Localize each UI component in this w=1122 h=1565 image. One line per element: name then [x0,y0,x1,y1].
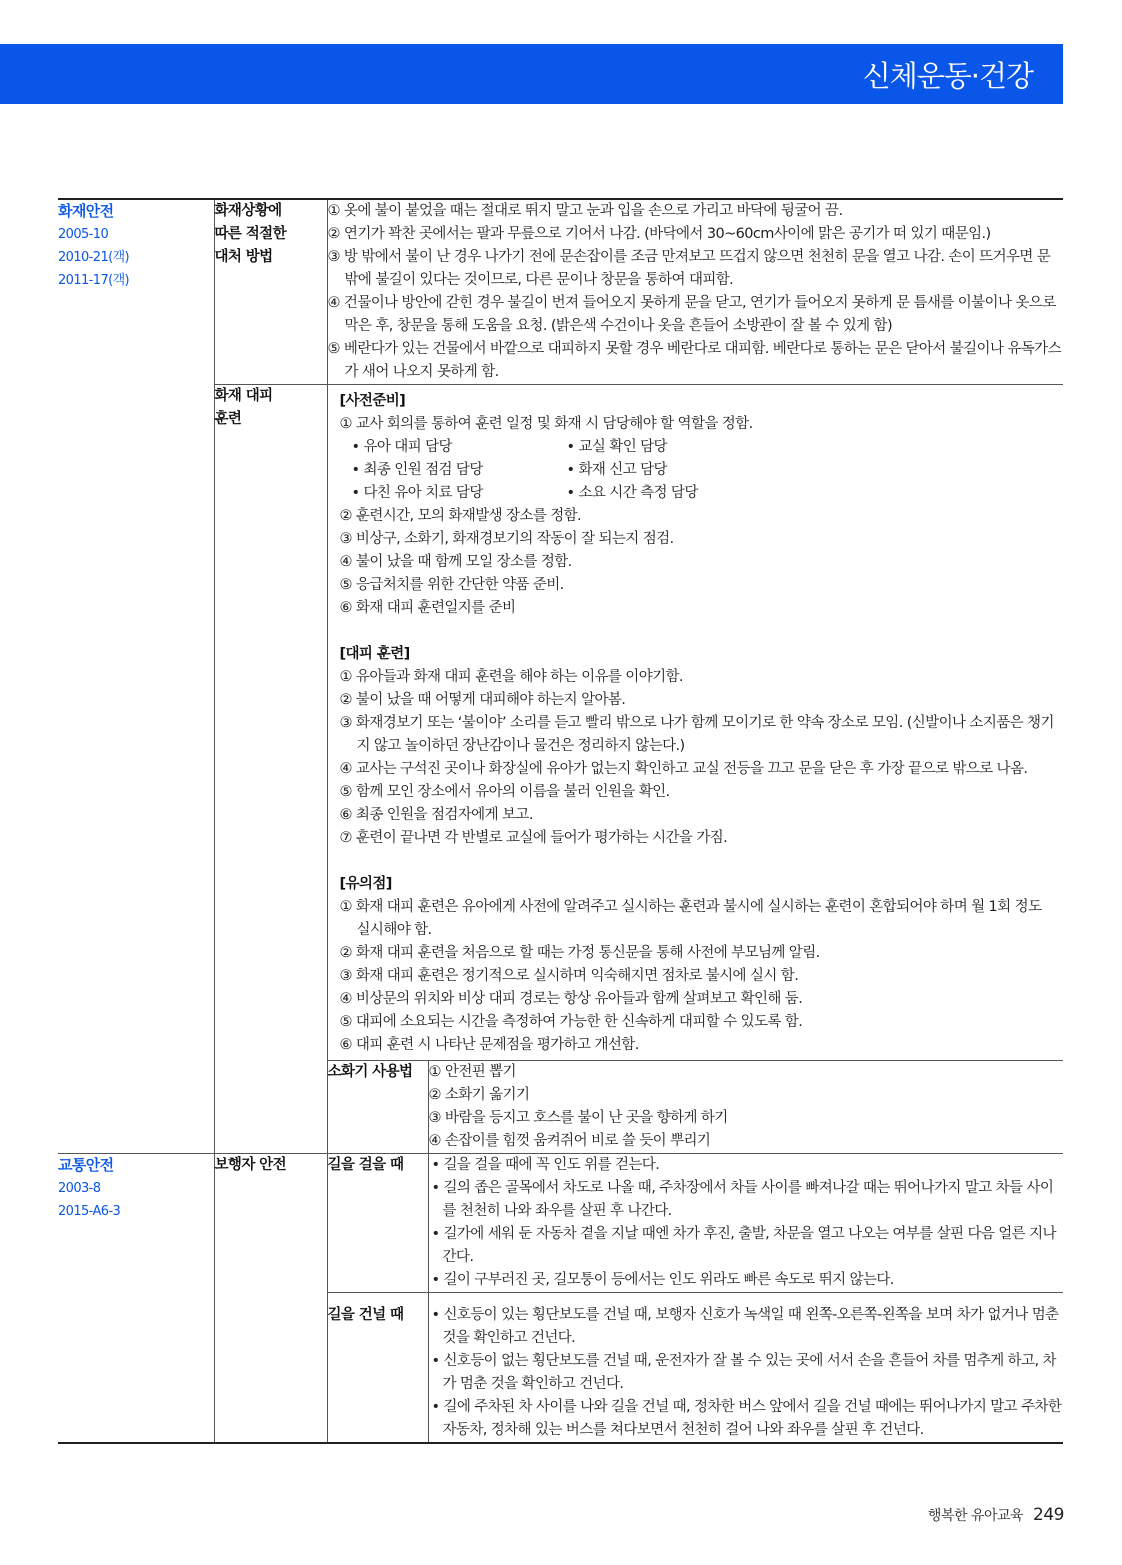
topic-cell [214,199,327,385]
page-section-title: 신체운동·건강 [862,59,1033,93]
exam-code: 2005-10 [58,227,109,242]
topic-line: 따른 적절한 [214,226,286,242]
drill-content [328,385,1064,1060]
list-item: ② 소화기 옮기기 [428,1087,530,1103]
role-row [340,459,1056,482]
list-item: ⑤ 함께 모인 장소에서 유아의 이름을 불러 인원을 확인. [339,784,670,800]
list-item: • 길에 주차된 차 사이를 나와 길을 건널 때, 정차한 버스 앞에서 길을 건널 때에는 뛰어나가지 말고 주차한 자동차, 정차해 있는 버스를 쳐다보면서 천천히 걸어 나와 좌우를 살핀 후 건넌다. [431,1399,1062,1438]
list-item: ⑦ 훈련이 끝나면 각 반별로 교실에 들어가 평가하는 시간을 가짐. [339,830,728,846]
crossing-label: 길을 건널 때 [328,1293,429,1443]
category-title: 교통안전 [58,1156,114,1174]
topic-line: 화재 대피 [214,388,273,404]
table-row [328,1154,1064,1293]
list-item: ② 불이 났을 때 어떻게 대피해야 하는지 알아봄. [339,692,626,708]
header-band [0,44,1063,104]
exam-code: 2010-21(객) [58,250,130,265]
list-item: ⑥ 화재 대피 훈련일지를 준비 [339,600,516,616]
content-cell [327,199,1063,385]
list-item: ① 안전핀 뽑기 [428,1064,516,1080]
list-item: • 길이 구부러진 곳, 길모퉁이 등에서는 인도 위라도 빠른 속도로 뛰지 않는다. [431,1272,894,1288]
list-item: ① 옷에 불이 붙었을 때는 절대로 뛰지 말고 눈과 입을 손으로 가리고 바닥에 뒹굴어 끔. [327,203,843,219]
extinguisher-steps [428,1061,1063,1154]
list-item: ③ 비상구, 소화기, 화재경보기의 작동이 잘 되는지 점검. [339,531,674,547]
section-heading: [대피 훈련] [339,646,410,662]
walking-content [428,1154,1063,1293]
list-item: • 신호등이 있는 횡단보도를 건널 때, 보행자 신호가 녹색일 때 왼쪽-오른쪽-왼쪽을 보며 차가 없거나 멈춘 것을 확인하고 건넌다. [431,1307,1059,1346]
content-cell [327,1154,1063,1444]
role-item: • 유아 대피 담당 [351,439,452,455]
list-item: ① 화재 대피 훈련은 유아에게 사전에 알려주고 실시하는 훈련과 불시에 실시하는 훈련이 혼합되어야 하며 월 1회 정도 실시해야 함. [339,899,1042,938]
list-item: ④ 비상문의 위치와 비상 대피 경로는 항상 유아들과 함께 살펴보고 확인해 둠. [339,991,803,1007]
role-item: • 소요 시간 측정 담당 [566,485,698,501]
role-row [340,436,1056,459]
role-item: • 다친 유아 치료 담당 [351,485,483,501]
list-item: ⑥ 대피 훈련 시 나타난 문제점을 평가하고 개선함. [339,1037,639,1053]
list-item: ② 훈련시간, 모의 화재발생 장소를 정함. [339,508,582,524]
topic-line: 훈련 [214,411,242,427]
list-item: • 신호등이 없는 횡단보도를 건널 때, 운전자가 잘 볼 수 있는 곳에 서서 손을 흔들어 차를 멈추게 하고, 차가 멈춘 것을 확인하고 건넌다. [431,1353,1056,1392]
table-row [328,1293,1064,1443]
category-cell [58,199,214,1154]
page-footer [928,1505,1064,1525]
table-row [58,1154,1063,1444]
list-item: • 길의 좁은 골목에서 차도로 나올 때, 주차장에서 차들 사이를 빠져나갈 때는 뛰어나가지 말고 차들 사이를 천천히 나와 좌우를 살핀 후 나간다. [431,1180,1054,1219]
extinguisher-label: 소화기 사용법 [328,1061,429,1154]
role-item: • 화재 신고 담당 [566,462,667,478]
topic-line: 화재상황에 [214,203,282,219]
list-item: • 길을 걸을 때에 꼭 인도 위를 걷는다. [431,1157,660,1173]
list-item: ② 화재 대피 훈련을 처음으로 할 때는 가정 통신문을 통해 사전에 부모님께 알림. [339,945,820,961]
list-item: ① 유아들과 화재 대피 훈련을 해야 하는 이유를 이야기함. [339,669,683,685]
pedestrian-table [328,1154,1064,1442]
list-item: ④ 손잡이를 힘껏 움켜쥐어 비로 쓸 듯이 뿌리기 [428,1133,711,1149]
extinguisher-table [328,1060,1064,1153]
exam-code: 2011-17(객) [58,273,130,288]
list-item: ③ 방 밖에서 불이 난 경우 나가기 전에 문손잡이를 조금 만져보고 뜨겁지 않으면 천천히 문을 열고 나감. 손이 뜨거우면 문 밖에 불길이 있다는 것이므로, 다른 문이나 창문을 통하여 대피함. [327,249,1051,288]
list-item: ⑤ 베란다가 있는 건물에서 바깥으로 대피하지 못할 경우 베란다로 대피함. 베란다로 통하는 문은 닫아서 불길이나 유독가스가 새어 나오지 못하게 함. [327,341,1061,380]
section-heading: [사전준비] [339,393,406,409]
section-heading: [유의점] [339,876,392,892]
role-item: • 최종 인원 점검 담당 [351,462,483,478]
content-table [58,198,1063,1444]
crossing-content [428,1293,1063,1443]
category-title: 화재안전 [58,202,114,220]
list-item: ⑤ 대피에 소요되는 시간을 측정하여 가능한 한 신속하게 대피할 수 있도록 함. [339,1014,803,1030]
list-item: ④ 교사는 구석진 곳이나 화장실에 유아가 없는지 확인하고 교실 전등을 끄고 문을 닫은 후 가장 끝으로 밖으로 나옴. [339,761,1028,777]
list-item: ② 연기가 꽉찬 곳에서는 팔과 무릎으로 기어서 나감. (바닥에서 30~60cm사이에 맑은 공기가 떠 있기 때문임.) [327,226,991,242]
topic-cell [214,385,327,1154]
exam-code: 2003-8 [58,1181,101,1196]
list-item: ⑥ 최종 인원을 점검자에게 보고. [339,807,533,823]
page-number: 249 [1033,1505,1064,1525]
category-cell [58,1154,214,1444]
list-item: ③ 화재 대피 훈련은 정기적으로 실시하며 익숙해지면 점차로 불시에 실시 함. [339,968,799,984]
list-item: ④ 불이 났을 때 함께 모일 장소를 정함. [339,554,572,570]
list-item: • 길가에 세워 둔 자동차 곁을 지날 때엔 차가 후진, 출발, 차문을 열고 나오는 여부를 살핀 다음 얼른 지나간다. [431,1226,1056,1265]
table-row [328,1061,1064,1154]
role-item: • 교실 확인 담당 [566,439,667,455]
topic-cell: 보행자 안전 [214,1154,327,1444]
walking-label: 길을 걸을 때 [328,1154,429,1293]
list-item: ① 교사 회의를 통하여 훈련 일정 및 화재 시 담당해야 할 역할을 정함. [339,416,753,432]
list-item: ③ 바람을 등지고 호스를 불이 난 곳을 향하게 하기 [428,1110,728,1126]
footer-label: 행복한 유아교육 [927,1508,1024,1524]
topic-line: 대처 방법 [214,249,273,265]
role-row [340,482,1056,505]
list-item: ⑤ 응급처치를 위한 간단한 약품 준비. [339,577,564,593]
content-cell [327,385,1063,1154]
table-row [58,199,1063,385]
exam-code: 2015-A6-3 [58,1204,121,1219]
list-item: ③ 화재경보기 또는 ‘불이야’ 소리를 듣고 빨리 밖으로 나가 함께 모이기로 한 약속 장소로 모임. (신발이나 소지품은 챙기지 않고 놀이하던 장난감이나 물건은 정리하지 않는다.) [339,715,1054,754]
list-item: ④ 건물이나 방안에 갇힌 경우 불길이 번져 들어오지 못하게 문을 닫고, 연기가 들어오지 못하게 문 틈새를 이불이나 옷으로 막은 후, 창문을 통해 도움을 요청. (밝은색 수건이나 옷을 흔들어 소방관이 잘 볼 수 있게 함) [327,295,1056,334]
